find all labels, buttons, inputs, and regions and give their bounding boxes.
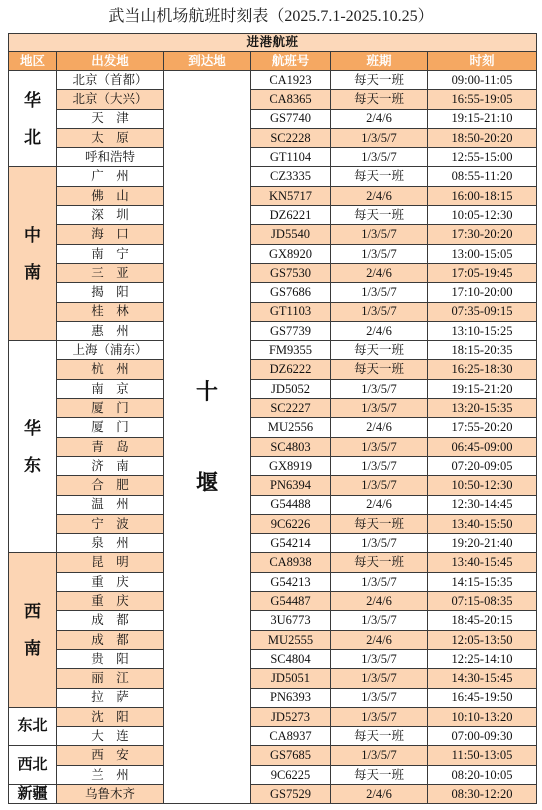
time-cell: 16:45-19:50 [428,689,536,707]
origin-cell: 重 庆 [57,592,163,610]
column-header-time: 时刻 [428,52,536,70]
schedule-cell: 每天一班 [331,515,427,533]
schedule-cell: 1/3/5/7 [331,148,427,166]
schedule-cell: 1/3/5/7 [331,225,427,243]
flight-number-cell: CZ3335 [251,167,330,185]
flight-number-cell: FM9355 [251,341,330,359]
time-cell: 12:25-14:10 [428,650,536,668]
schedule-cell: 2/4/6 [331,785,427,803]
schedule-cell: 1/3/5/7 [331,611,427,629]
schedule-cell: 2/4/6 [331,592,427,610]
origin-cell: 乌鲁木齐 [57,785,163,803]
schedule-cell: 1/3/5/7 [331,650,427,668]
schedule-cell: 1/3/5/7 [331,573,427,591]
flight-number-cell: CA8938 [251,553,330,571]
origin-cell: 济 南 [57,457,163,475]
flight-number-cell: JD5051 [251,669,330,687]
origin-cell: 厦 门 [57,399,163,417]
schedule-cell: 2/4/6 [331,187,427,205]
destination-cell [164,71,250,803]
time-cell: 12:05-13:50 [428,631,536,649]
origin-cell: 大 连 [57,727,163,745]
schedule-cell: 每天一班 [331,766,427,784]
region-label: 中南 [24,225,41,282]
origin-cell: 揭 阳 [57,283,163,301]
region-label: 西南 [24,602,41,659]
schedule-cell: 2/4/6 [331,110,427,128]
origin-cell: 深 圳 [57,206,163,224]
timetable [8,33,537,804]
origin-cell: 南 京 [57,380,163,398]
time-cell: 10:50-12:30 [428,476,536,494]
flight-number-cell: CA8365 [251,90,330,108]
schedule-cell: 1/3/5/7 [331,746,427,764]
flight-number-cell: PN6394 [251,476,330,494]
origin-cell: 泉 州 [57,534,163,552]
flight-number-cell: GS7685 [251,746,330,764]
flight-number-cell: GS7740 [251,110,330,128]
schedule-cell: 1/3/5/7 [331,438,427,456]
time-cell: 10:05-12:30 [428,206,536,224]
flight-number-cell: DZ6221 [251,206,330,224]
flight-number-cell: MU2555 [251,631,330,649]
column-header-schedule: 班期 [331,52,427,70]
time-cell: 14:15-15:35 [428,573,536,591]
origin-cell: 佛 山 [57,187,163,205]
origin-cell: 成 都 [57,611,163,629]
time-cell: 16:00-18:15 [428,187,536,205]
time-cell: 10:10-13:20 [428,708,536,726]
schedule-cell: 每天一班 [331,206,427,224]
region-label: 新疆 [17,785,48,802]
flight-number-cell: GX8919 [251,457,330,475]
time-cell: 18:50-20:20 [428,129,536,147]
schedule-cell: 1/3/5/7 [331,245,427,263]
flight-number-cell: GX8920 [251,245,330,263]
flight-number-cell: SC2227 [251,399,330,417]
region-cell [9,167,56,340]
destination-label: 十堰 [196,379,219,496]
origin-cell: 沈 阳 [57,708,163,726]
time-cell: 13:20-15:35 [428,399,536,417]
time-cell: 12:30-14:45 [428,496,536,514]
schedule-cell: 每天一班 [331,71,427,89]
schedule-cell: 1/3/5/7 [331,380,427,398]
time-cell: 19:15-21:20 [428,380,536,398]
region-cell [9,708,56,746]
time-cell: 13:00-15:05 [428,245,536,263]
schedule-cell: 2/4/6 [331,631,427,649]
origin-cell: 南 宁 [57,245,163,263]
origin-cell: 厦 门 [57,418,163,436]
schedule-cell: 每天一班 [331,360,427,378]
region-label: 东北 [17,718,48,735]
schedule-cell: 2/4/6 [331,418,427,436]
origin-cell: 北京（首都） [57,71,163,89]
column-header-origin: 出发地 [57,52,163,70]
origin-cell: 三 亚 [57,264,163,282]
flight-number-cell: SC2228 [251,129,330,147]
time-cell: 07:35-09:15 [428,303,536,321]
region-label: 西北 [17,756,48,773]
origin-cell: 重 庆 [57,573,163,591]
flight-number-cell: SC4804 [251,650,330,668]
flight-number-cell: G54488 [251,496,330,514]
flight-number-cell: GS7686 [251,283,330,301]
flight-number-cell: 9C6225 [251,766,330,784]
time-cell: 17:30-20:20 [428,225,536,243]
time-cell: 07:00-09:30 [428,727,536,745]
section-header: 进港航班 [9,34,536,51]
schedule-cell: 1/3/5/7 [331,476,427,494]
origin-cell: 桂 林 [57,303,163,321]
schedule-cell: 2/4/6 [331,496,427,514]
origin-cell: 昆 明 [57,553,163,571]
flight-number-cell: JD5540 [251,225,330,243]
origin-cell: 宁 波 [57,515,163,533]
origin-cell: 海 口 [57,225,163,243]
schedule-cell: 每天一班 [331,167,427,185]
flight-number-cell: GS7739 [251,322,330,340]
origin-cell: 西 安 [57,746,163,764]
flight-number-cell: GS7529 [251,785,330,803]
column-header-region: 地区 [9,52,56,70]
schedule-cell: 1/3/5/7 [331,689,427,707]
time-cell: 07:15-08:35 [428,592,536,610]
origin-cell: 丽 江 [57,669,163,687]
schedule-cell: 1/3/5/7 [331,129,427,147]
time-cell: 16:55-19:05 [428,90,536,108]
flight-number-cell: GS7530 [251,264,330,282]
time-cell: 07:20-09:05 [428,457,536,475]
region-label: 华东 [24,418,41,475]
origin-cell: 呼和浩特 [57,148,163,166]
region-label: 华北 [24,90,41,147]
origin-cell: 青 岛 [57,438,163,456]
origin-cell: 太 原 [57,129,163,147]
time-cell: 11:50-13:05 [428,746,536,764]
page-title: 武当山机场航班时刻表（2025.7.1-2025.10.25） [108,8,434,25]
time-cell: 19:20-21:40 [428,534,536,552]
flight-number-cell: DZ6222 [251,360,330,378]
time-cell: 13:40-15:50 [428,515,536,533]
origin-cell: 上海（浦东） [57,341,163,359]
origin-cell: 广 州 [57,167,163,185]
origin-cell: 兰 州 [57,766,163,784]
origin-cell: 拉 萨 [57,689,163,707]
origin-cell: 惠 州 [57,322,163,340]
region-cell [9,785,56,803]
flight-number-cell: CA8937 [251,727,330,745]
time-cell: 19:15-21:10 [428,110,536,128]
flight-number-cell: MU2556 [251,418,330,436]
flight-number-cell: 3U6773 [251,611,330,629]
flight-number-cell: CA1923 [251,71,330,89]
time-cell: 18:15-20:35 [428,341,536,359]
schedule-cell: 1/3/5/7 [331,283,427,301]
column-header-destination: 到达地 [164,52,250,70]
schedule-cell: 每天一班 [331,341,427,359]
origin-cell: 合 肥 [57,476,163,494]
flight-number-cell: PN6393 [251,689,330,707]
time-cell: 08:20-10:05 [428,766,536,784]
region-cell [9,746,56,784]
flight-number-cell: 9C6226 [251,515,330,533]
schedule-cell: 2/4/6 [331,264,427,282]
time-cell: 06:45-09:00 [428,438,536,456]
flight-number-cell: G54213 [251,573,330,591]
region-cell [9,71,56,166]
flight-number-cell: JD5052 [251,380,330,398]
time-cell: 08:30-12:20 [428,785,536,803]
schedule-cell: 每天一班 [331,727,427,745]
schedule-cell: 1/3/5/7 [331,457,427,475]
flight-number-cell: G54487 [251,592,330,610]
time-cell: 12:55-15:00 [428,148,536,166]
column-header-flight-number: 航班号 [251,52,330,70]
flight-number-cell: GT1104 [251,148,330,166]
origin-cell: 北京（大兴） [57,90,163,108]
time-cell: 08:55-11:20 [428,167,536,185]
schedule-cell: 1/3/5/7 [331,708,427,726]
origin-cell: 天 津 [57,110,163,128]
time-cell: 17:10-20:00 [428,283,536,301]
schedule-cell: 1/3/5/7 [331,399,427,417]
time-cell: 18:45-20:15 [428,611,536,629]
schedule-cell: 每天一班 [331,553,427,571]
time-cell: 16:25-18:30 [428,360,536,378]
schedule-cell: 每天一班 [331,90,427,108]
time-cell: 09:00-11:05 [428,71,536,89]
origin-cell: 杭 州 [57,360,163,378]
time-cell: 14:30-15:45 [428,669,536,687]
origin-cell: 温 州 [57,496,163,514]
origin-cell: 成 都 [57,631,163,649]
schedule-cell: 1/3/5/7 [331,534,427,552]
schedule-cell: 1/3/5/7 [331,669,427,687]
region-cell [9,341,56,552]
time-cell: 13:40-15:45 [428,553,536,571]
region-cell [9,553,56,706]
flight-number-cell: G54214 [251,534,330,552]
time-cell: 17:55-20:20 [428,418,536,436]
time-cell: 17:05-19:45 [428,264,536,282]
schedule-cell: 1/3/5/7 [331,303,427,321]
flight-number-cell: JD5273 [251,708,330,726]
flight-number-cell: KN5717 [251,187,330,205]
time-cell: 13:10-15:25 [428,322,536,340]
origin-cell: 贵 阳 [57,650,163,668]
schedule-cell: 2/4/6 [331,322,427,340]
flight-number-cell: SC4803 [251,438,330,456]
flight-number-cell: GT1103 [251,303,330,321]
